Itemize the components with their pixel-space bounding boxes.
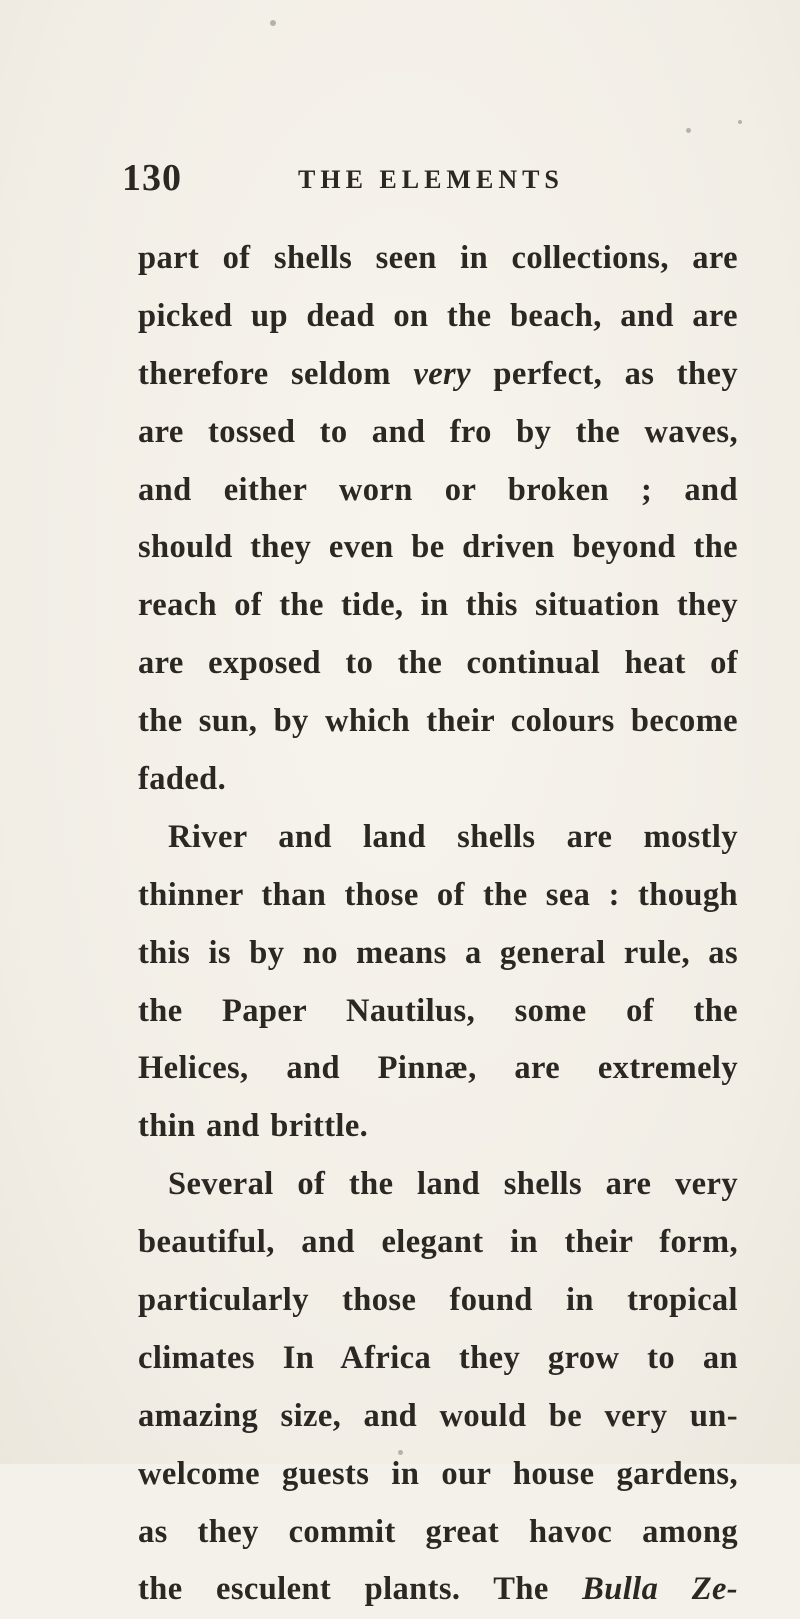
text-line: the Paper Nautilus, some of the xyxy=(138,992,738,1029)
text-line: climates In Africa they grow to an xyxy=(138,1339,738,1376)
text-run: perfect, as they xyxy=(470,355,738,392)
running-head: THE ELEMENTS xyxy=(298,165,564,194)
text-run: therefore seldom xyxy=(138,355,414,392)
text-line: should they even be driven beyond the xyxy=(138,529,738,566)
text-line: thin and brittle. xyxy=(138,1108,369,1145)
text-line xyxy=(138,1561,738,1619)
text-line: beautiful, and elegant in their form, xyxy=(138,1224,738,1261)
emphasized-word: Bulla Ze- xyxy=(582,1571,738,1608)
text-line: are exposed to the continual heat of xyxy=(138,645,738,682)
text-run: the esculent plants. The xyxy=(138,1571,583,1608)
paper-speck xyxy=(270,20,276,26)
paper-speck xyxy=(686,128,691,133)
text-line: the sun, by which their colours become xyxy=(138,703,738,740)
text-line: part of shells seen in collections, are xyxy=(138,240,738,276)
page-number: 130 xyxy=(122,157,182,199)
page-header xyxy=(122,156,682,206)
body-text xyxy=(138,230,738,1619)
paper-speck xyxy=(738,120,742,124)
text-line: particularly those found in tropical xyxy=(138,1282,738,1319)
text-line: this is by no means a general rule, as xyxy=(138,934,738,971)
text-line: as they commit great havoc among xyxy=(138,1513,738,1550)
text-line: and either worn or broken ; and xyxy=(138,471,738,508)
paragraph-start-line: Several of the land shells are very xyxy=(168,1166,738,1203)
text-line xyxy=(138,346,738,404)
text-line: welcome guests in our house gardens, xyxy=(138,1455,738,1492)
text-line: thinner than those of the sea : though xyxy=(138,876,738,913)
text-line: Helices, and Pinnæ, are extremely xyxy=(138,1050,738,1087)
emphasized-word: very xyxy=(413,355,471,392)
text-line: reach of the tide, in this situation they xyxy=(138,587,738,624)
text-line: picked up dead on the beach, and are xyxy=(138,297,738,334)
text-line: are tossed to and fro by the waves, xyxy=(138,413,738,450)
text-line: amazing size, and would be very un- xyxy=(138,1397,738,1434)
text-line: faded. xyxy=(138,761,227,798)
paragraph-start-line: River and land shells are mostly xyxy=(168,818,738,855)
